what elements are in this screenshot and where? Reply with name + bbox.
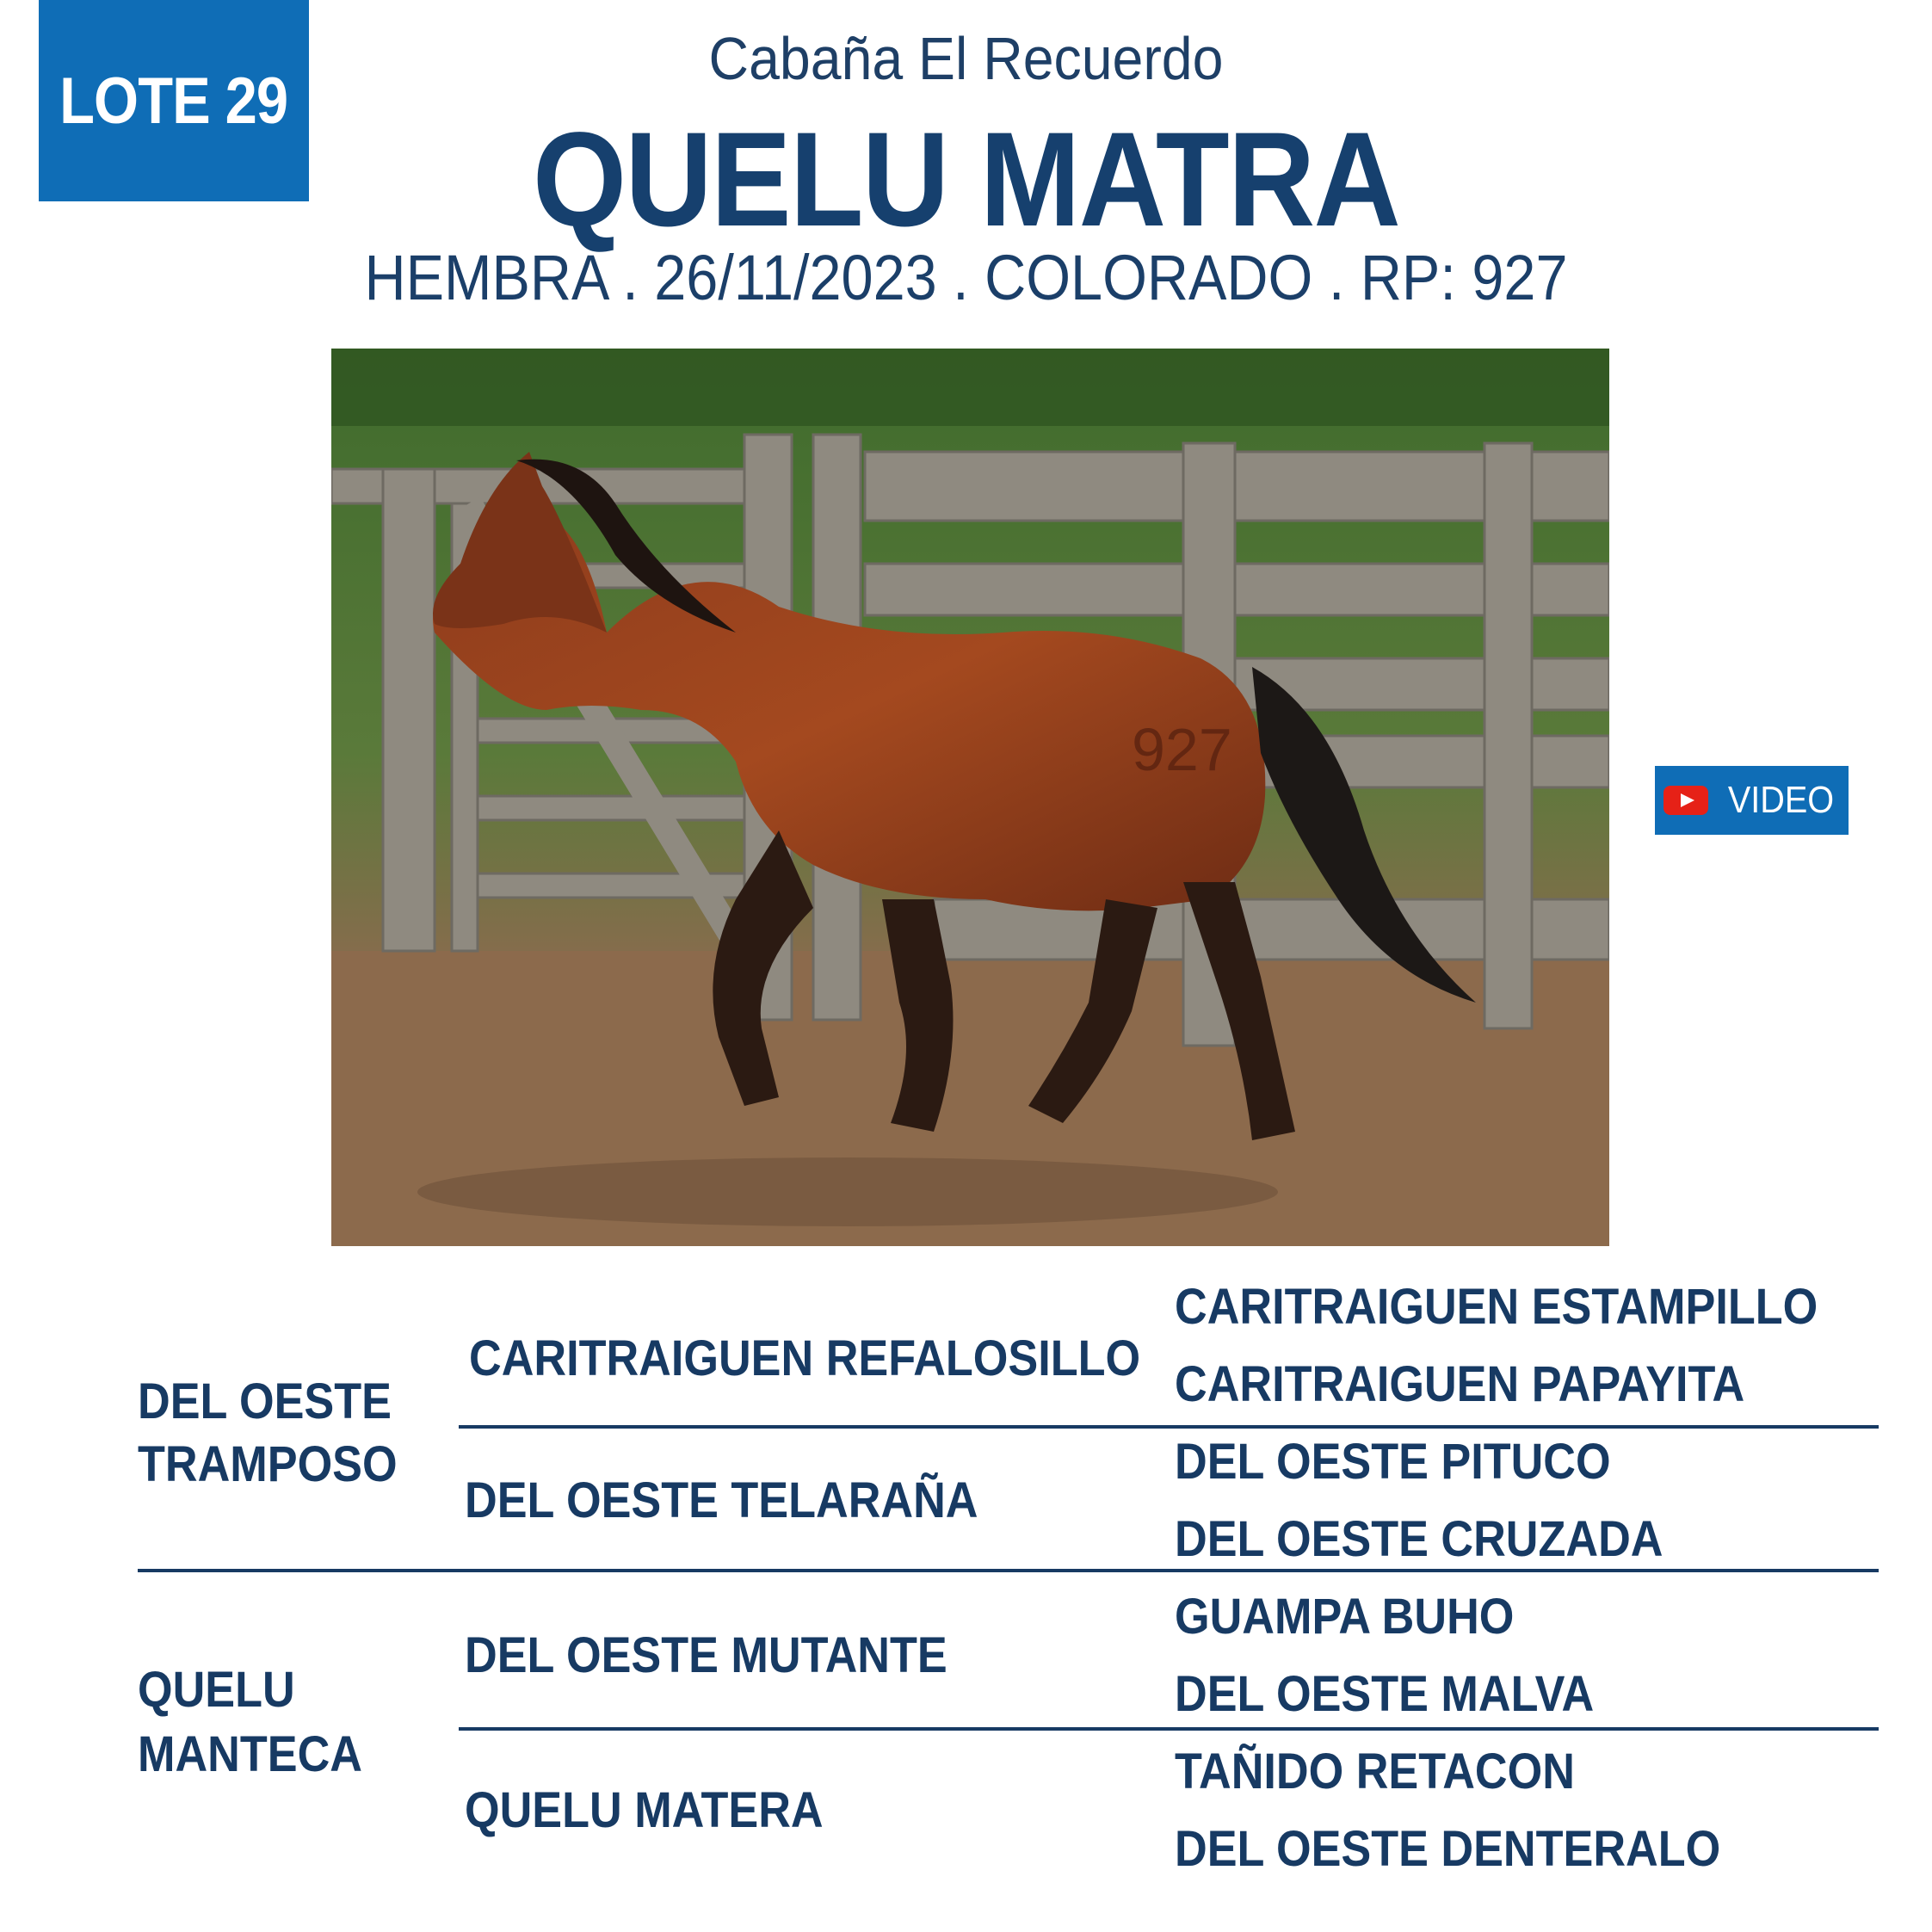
divider — [459, 1425, 1879, 1429]
youtube-play-icon — [1663, 786, 1708, 815]
dam-dam-name: QUELU MATERA — [465, 1782, 824, 1838]
dam-dam-sire: TAÑIDO RETACON — [1175, 1744, 1575, 1799]
horse-name: QUELU MATRA — [532, 105, 1400, 255]
dam-dam-dam: DEL OESTE DENTERALO — [1175, 1821, 1721, 1877]
horse-details: HEMBRA . 26/11/2023 . COLORADO . RP: 927 — [364, 242, 1568, 313]
sire-sire-sire: CARITRAIGUEN ESTAMPILLO — [1175, 1279, 1818, 1335]
sire-dam-dam: DEL OESTE CRUZADA — [1175, 1511, 1663, 1567]
farm-name: Cabaña El Recuerdo — [708, 25, 1224, 92]
branded-number: 927 — [1132, 716, 1232, 783]
horse-photo — [331, 349, 1609, 1246]
lot-label: LOTE 29 — [59, 64, 288, 138]
dam-name-line1: QUELU — [138, 1662, 295, 1718]
sire-dam-name: DEL OESTE TELARAÑA — [465, 1472, 978, 1528]
horse-illustration — [331, 349, 1609, 1246]
sire-dam-sire: DEL OESTE PITUCO — [1175, 1434, 1611, 1490]
dam-sire-sire: GUAMPA BUHO — [1175, 1589, 1515, 1645]
sire-name-line1: DEL OESTE — [138, 1373, 392, 1429]
sire-sire-dam: CARITRAIGUEN PAPAYITA — [1175, 1356, 1745, 1412]
dam-sire-dam: DEL OESTE MALVA — [1175, 1666, 1595, 1722]
dam-sire-name: DEL OESTE MUTANTE — [465, 1627, 947, 1683]
dam-name-line2: MANTECA — [138, 1726, 362, 1782]
divider — [459, 1727, 1879, 1731]
sire-sire-name: CARITRAIGUEN REFALOSILLO — [469, 1330, 1141, 1386]
divider — [138, 1569, 1879, 1572]
video-label: VIDEO — [1727, 779, 1835, 821]
sire-name-line2: TRAMPOSO — [138, 1436, 398, 1492]
video-button[interactable] — [1655, 766, 1849, 835]
